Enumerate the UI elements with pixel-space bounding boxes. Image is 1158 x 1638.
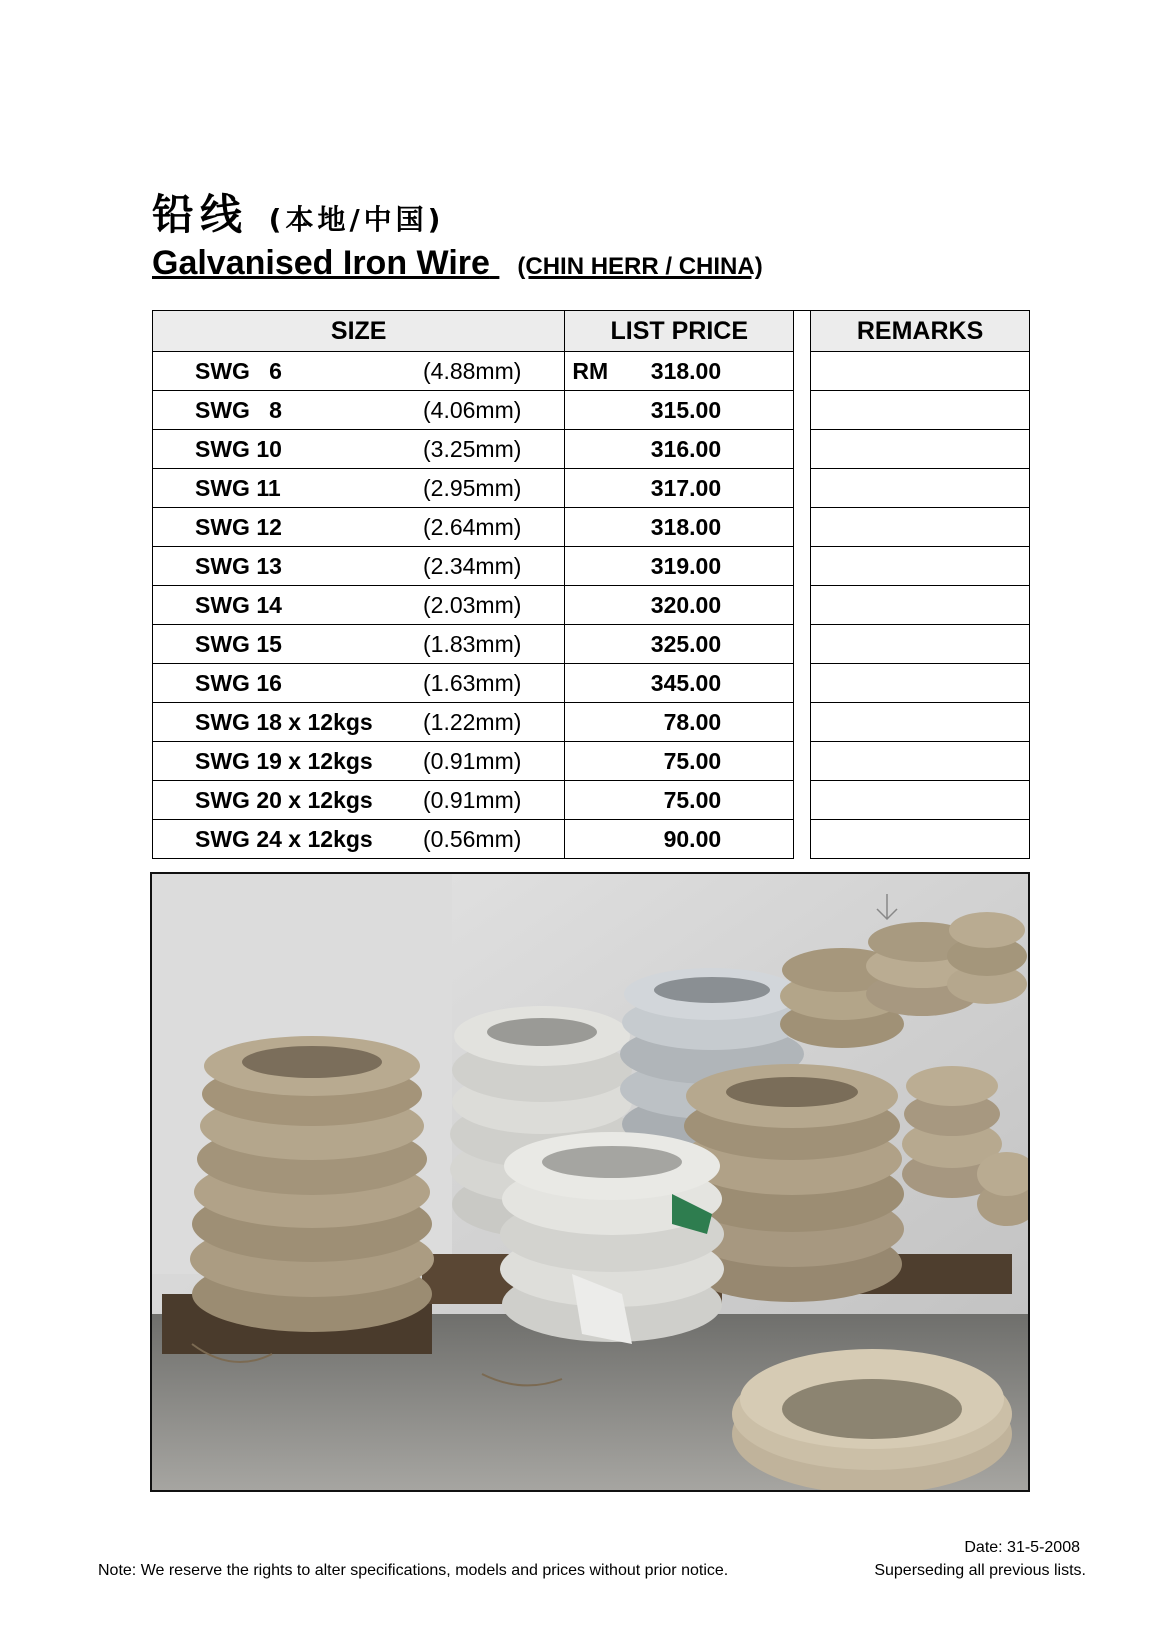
price-value: 315.00 xyxy=(650,397,722,423)
burlap-coil-front xyxy=(732,1349,1012,1490)
size-cell xyxy=(153,469,565,508)
table-row xyxy=(153,430,1030,469)
remarks-cell xyxy=(811,820,1030,859)
remarks-cell xyxy=(811,547,1030,586)
price-value: 316.00 xyxy=(650,436,722,462)
price-cell xyxy=(565,547,794,586)
price-value: 320.00 xyxy=(650,592,722,618)
table-row xyxy=(153,547,1030,586)
title-english xyxy=(152,244,763,283)
price-value: 345.00 xyxy=(650,670,722,696)
table-gap xyxy=(794,547,811,586)
wire-diameter: (1.63mm) xyxy=(423,670,522,696)
size-cell xyxy=(153,352,565,391)
title-cn-origin: (本地/中国) xyxy=(268,203,445,236)
burlap-coil-stack-left xyxy=(190,1036,434,1332)
title-chinese xyxy=(152,182,444,242)
table-gap xyxy=(794,352,811,391)
price-value: 75.00 xyxy=(663,787,722,813)
swg-gauge: SWG 12 xyxy=(195,514,282,540)
white-coil-stack-front xyxy=(500,1132,724,1344)
price-value: 318.00 xyxy=(650,514,722,540)
size-cell xyxy=(153,703,565,742)
swg-gauge: SWG 15 xyxy=(195,631,282,657)
table-row xyxy=(153,391,1030,430)
table-gap xyxy=(794,430,811,469)
remarks-cell xyxy=(811,742,1030,781)
table-gap xyxy=(794,586,811,625)
table-row xyxy=(153,469,1030,508)
wire-diameter: (1.83mm) xyxy=(423,631,522,657)
price-value: 317.00 xyxy=(650,475,722,501)
remarks-header: REMARKS xyxy=(811,311,1030,352)
table-gap xyxy=(794,311,811,352)
swg-gauge: SWG 19 x 12kgs xyxy=(195,748,373,774)
price-cell xyxy=(565,469,794,508)
price-cell xyxy=(565,742,794,781)
table-gap xyxy=(794,742,811,781)
table-body xyxy=(153,352,1030,859)
remarks-cell xyxy=(811,586,1030,625)
swg-gauge: SWG 24 x 12kgs xyxy=(195,826,373,852)
wire-diameter: (0.91mm) xyxy=(423,787,522,813)
footer-note: Note: We reserve the rights to alter specifications, models and prices without prior notice. xyxy=(98,1562,729,1579)
table-row xyxy=(153,820,1030,859)
size-header: SIZE xyxy=(153,311,565,352)
swg-gauge: SWG 10 xyxy=(195,436,282,462)
currency-label: RM xyxy=(572,358,609,384)
list-price-header: LIST PRICE xyxy=(565,311,794,352)
table-gap xyxy=(794,625,811,664)
size-cell xyxy=(153,742,565,781)
price-value: 90.00 xyxy=(663,826,722,852)
table-row xyxy=(153,625,1030,664)
size-cell xyxy=(153,820,565,859)
table-gap xyxy=(794,781,811,820)
price-cell xyxy=(565,430,794,469)
table-gap xyxy=(794,820,811,859)
footer-date: Date: 31-5-2008 xyxy=(964,1539,1080,1556)
price-cell xyxy=(565,391,794,430)
swg-gauge: SWG 20 x 12kgs xyxy=(195,787,373,813)
table-row xyxy=(153,781,1030,820)
price-cell xyxy=(565,781,794,820)
table-gap xyxy=(794,703,811,742)
wire-diameter: (2.64mm) xyxy=(423,514,522,540)
remarks-cell xyxy=(811,664,1030,703)
swg-gauge: SWG 11 xyxy=(195,475,281,501)
size-cell xyxy=(153,391,565,430)
swg-gauge: SWG 14 xyxy=(195,592,282,618)
price-value: 325.00 xyxy=(650,631,722,657)
table-row xyxy=(153,703,1030,742)
size-cell xyxy=(153,781,565,820)
swg-gauge: SWG 18 x 12kgs xyxy=(195,709,373,735)
remarks-cell xyxy=(811,508,1030,547)
wire-diameter: (3.25mm) xyxy=(423,436,522,462)
wire-diameter: (2.95mm) xyxy=(423,475,522,501)
price-cell xyxy=(565,586,794,625)
table-gap xyxy=(794,469,811,508)
title-cn-main: 铅线 xyxy=(152,190,249,239)
remarks-cell xyxy=(811,391,1030,430)
swg-gauge: SWG 16 xyxy=(195,670,282,696)
price-table xyxy=(152,310,1030,859)
price-value: 78.00 xyxy=(663,709,722,735)
size-cell xyxy=(153,547,565,586)
table-row xyxy=(153,508,1030,547)
wire-diameter: (0.56mm) xyxy=(423,826,522,852)
remarks-cell xyxy=(811,469,1030,508)
remarks-cell xyxy=(811,352,1030,391)
wire-diameter: (0.91mm) xyxy=(423,748,522,774)
wire-diameter: (4.06mm) xyxy=(423,397,522,423)
remarks-cell xyxy=(811,625,1030,664)
table-row xyxy=(153,352,1030,391)
price-value: 319.00 xyxy=(650,553,722,579)
title-en-main: Galvanised Iron Wire xyxy=(152,244,490,282)
price-cell xyxy=(565,820,794,859)
price-value: 75.00 xyxy=(663,748,722,774)
swg-gauge: SWG 13 xyxy=(195,553,282,579)
title-en-origin: (CHIN HERR / CHINA) xyxy=(517,253,763,280)
wire-diameter: (1.22mm) xyxy=(423,709,522,735)
price-cell xyxy=(565,664,794,703)
price-cell xyxy=(565,703,794,742)
size-cell xyxy=(153,586,565,625)
price-value: 318.00 xyxy=(650,358,722,384)
remarks-cell xyxy=(811,430,1030,469)
wire-coils-illustration xyxy=(152,874,1028,1490)
wire-diameter: (4.88mm) xyxy=(423,358,522,384)
wire-diameter: (2.03mm) xyxy=(423,592,522,618)
swg-gauge: SWG 8 xyxy=(195,397,282,423)
price-cell xyxy=(565,352,794,391)
table-header-row xyxy=(153,311,1030,352)
remarks-cell xyxy=(811,781,1030,820)
size-cell xyxy=(153,508,565,547)
size-cell xyxy=(153,625,565,664)
wire-diameter: (2.34mm) xyxy=(423,553,522,579)
product-photo xyxy=(150,872,1030,1492)
table-gap xyxy=(794,391,811,430)
swg-gauge: SWG 6 xyxy=(195,358,282,384)
table-row xyxy=(153,586,1030,625)
footer-supersede: Superseding all previous lists. xyxy=(874,1562,1086,1579)
size-cell xyxy=(153,430,565,469)
remarks-cell xyxy=(811,703,1030,742)
table-gap xyxy=(794,508,811,547)
table-row xyxy=(153,664,1030,703)
table-row xyxy=(153,742,1030,781)
size-cell xyxy=(153,664,565,703)
price-cell xyxy=(565,508,794,547)
table-gap xyxy=(794,664,811,703)
price-cell xyxy=(565,625,794,664)
